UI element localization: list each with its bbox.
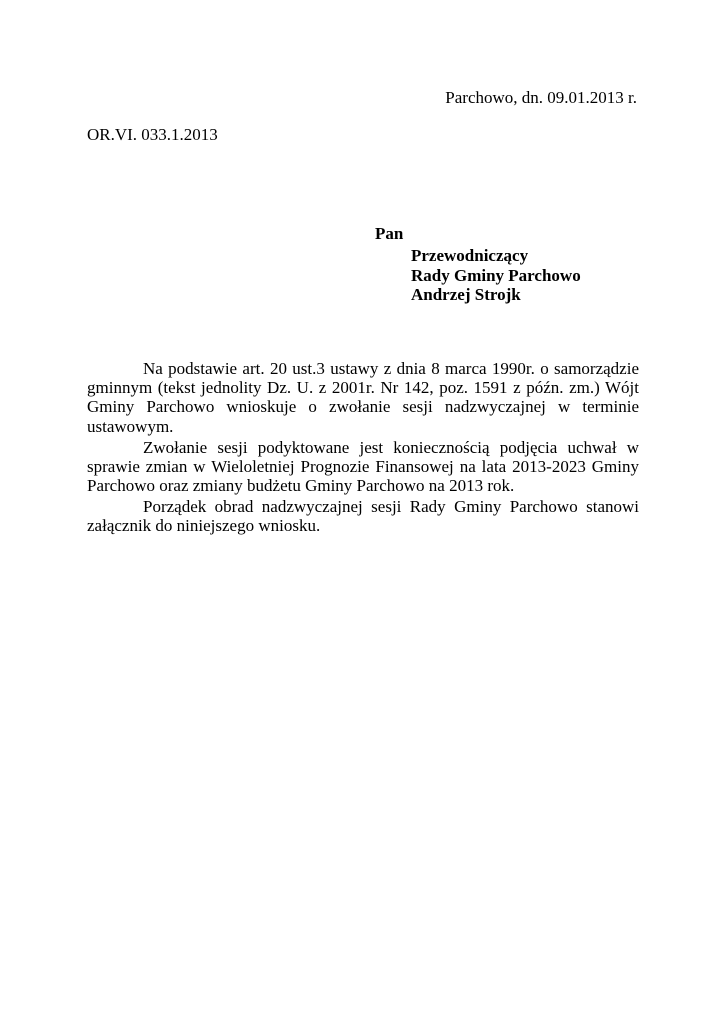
body-paragraph-1: Na podstawie art. 20 ust.3 ustawy z dnia 8 marca 1990r. o samorządzie gminnym (tekst jednolity Dz. U. z 2001r. Nr 142, poz. 1591 z późn. zm.) Wójt Gminy Parchowo wnioskuje o zwołanie sesji nadzwyczajnej w terminie ustawowym.: [87, 359, 639, 436]
addressee-salutation: Pan: [375, 224, 404, 243]
addressee-name: Andrzej Strojk: [411, 285, 521, 304]
place-and-date: Parchowo, dn. 09.01.2013 r.: [445, 88, 637, 107]
reference-number: OR.VI. 033.1.2013: [87, 125, 218, 144]
body-paragraph-3: Porządek obrad nadzwyczajnej sesji Rady Gminy Parchowo stanowi załącznik do niniejszego wniosku.: [87, 497, 639, 536]
addressee-organization: Rady Gminy Parchowo: [411, 266, 581, 285]
addressee-title: Przewodniczący: [411, 246, 529, 265]
body-paragraph-2: Zwołanie sesji podyktowane jest koniecznością podjęcia uchwał w sprawie zmian w Wieloletniej Prognozie Finansowej na lata 2013-2023 Gminy Parchowo oraz zmiany budżetu Gminy Parchowo na 2013 rok.: [87, 438, 639, 496]
